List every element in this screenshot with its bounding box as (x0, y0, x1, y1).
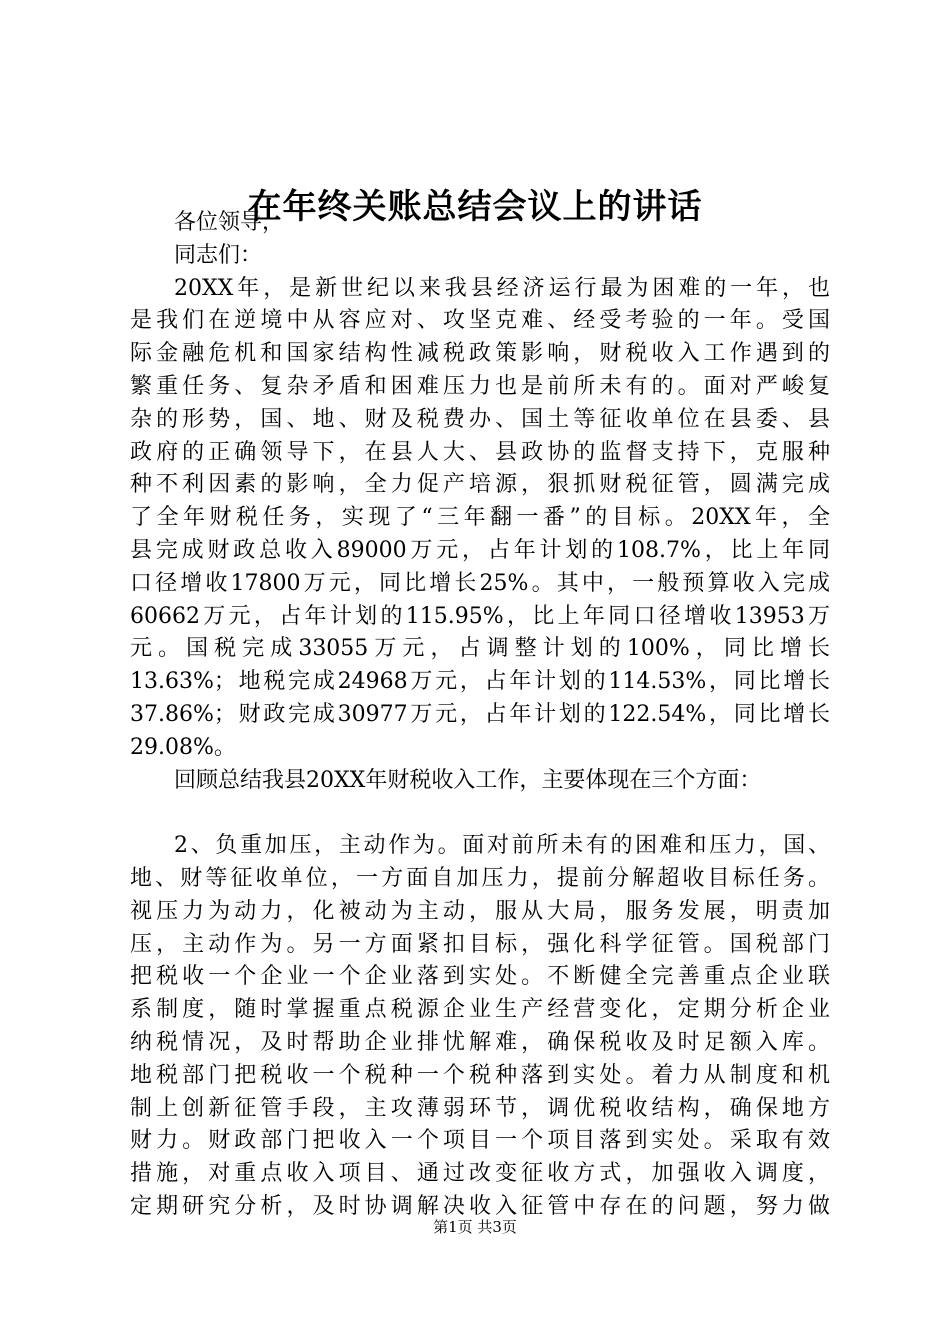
text-line: 制上创新征管手段，主攻薄弱环节，调优税收结构，确保地方 (130, 1095, 830, 1121)
text-line: 元。国税完成33055万元，占调整计划的100%，同比增长 (130, 636, 830, 662)
paragraph-2: 回顾总结我县20XX年财税收入工作，主要体现在三个方面： (174, 767, 762, 793)
text-line: 了全年财税任务，实现了“三年翻一番”的目标。20XX年，全 (130, 505, 830, 531)
text-line: 定期研究分析，及时协调解决收入征管中存在的问题，努力做 (130, 1193, 830, 1219)
text-line: 地、财等征收单位，一方面自加压力，提前分解超收目标任务。 (130, 865, 830, 891)
text-line: 杂的形势，国、地、财及税费办、国土等征收单位在县委、县 (130, 406, 830, 432)
text-line: 37.86%；财政完成30977万元，占年计划的122.54%，同比增长 (130, 701, 830, 727)
text-line: 地税部门把税收一个税种一个税种落到实处。着力从制度和机 (130, 1062, 830, 1088)
text-line: 压，主动作为。另一方面紧扣目标，强化科学征管。国税部门 (130, 931, 830, 957)
text-line: 县完成财政总收入89000万元，占年计划的108.7%，比上年同 (130, 537, 830, 563)
text-line: 是我们在逆境中从容应对、攻坚克难、经受考验的一年。受国 (130, 308, 830, 334)
text-line: 财力。财政部门把收入一个项目一个项目落到实处。采取有效 (130, 1128, 830, 1154)
text-line: 措施，对重点收入项目、通过改变征收方式，加强收入调度， (130, 1161, 830, 1187)
document-title: 在年终关账总结会议上的讲话 (247, 187, 703, 227)
text-line: 政府的正确领导下，在县人大、县政协的监督支持下，克服种 (130, 439, 830, 465)
text-line: 13.63%；地税完成24968万元，占年计划的114.53%，同比增长 (130, 669, 830, 695)
text-line: 把税收一个企业一个企业落到实处。不断健全完善重点企业联 (130, 964, 830, 990)
text-line: 际金融危机和国家结构性减税政策影响，财税收入工作遇到的 (130, 341, 830, 367)
text-line: 视压力为动力，化被动为主动，服从大局，服务发展，明责加 (130, 898, 830, 924)
text-line: 繁重任务、复杂矛盾和困难压力也是前所未有的。面对严峻复 (130, 373, 830, 399)
paragraph-1 (130, 273, 830, 765)
text-line: 种不利因素的影响，全力促产培源，狠抓财税征管，圆满完成 (130, 472, 830, 498)
document-body (130, 207, 830, 1224)
text-line: 20XX年，是新世纪以来我县经济运行最为困难的一年，也 (174, 275, 830, 301)
text-line: 纳税情况，及时帮助企业排忧解难，确保税收及时足额入库。 (130, 1029, 830, 1055)
blank-line (130, 797, 830, 830)
salutation-line: 同志们： (174, 242, 263, 268)
text-line: 系制度，随时掌握重点税源企业生产经营变化，定期分析企业 (130, 997, 830, 1023)
text-line: 60662万元，占年计划的115.95%，比上年同口径增收13953万 (130, 603, 830, 629)
salutation-line: 各位领导， (174, 210, 285, 235)
text-line: 2、负重加压，主动作为。面对前所未有的困难和压力，国、 (174, 833, 830, 859)
paragraph-3 (130, 830, 830, 1224)
text-line: 29.08%。 (130, 734, 236, 760)
text-line: 口径增收17800万元，同比增长25%。其中，一般预算收入完成 (130, 570, 830, 596)
page-number: 第1页 共3页 (433, 1218, 517, 1236)
